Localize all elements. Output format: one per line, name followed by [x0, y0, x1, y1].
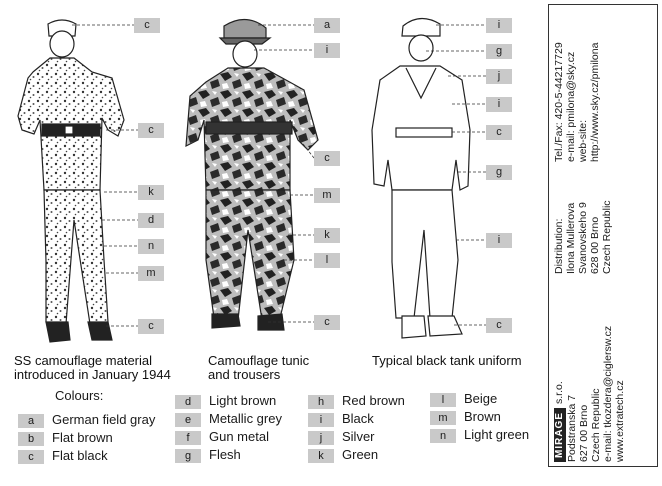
colour-name: Flat brown [52, 430, 113, 445]
caption-line: SS camouflage material [14, 353, 153, 368]
colour-name: Flesh [209, 447, 241, 462]
caption-line: introduced in January 1944 [14, 367, 171, 382]
colour-entry [430, 390, 497, 408]
colour-name: Flat black [52, 448, 108, 463]
caption-ss-camouflage [14, 354, 171, 382]
colour-name: Green [342, 447, 379, 462]
company-website[interactable]: www.extratech.cz [614, 380, 626, 462]
tag-label: g [486, 165, 512, 180]
colour-entry [308, 392, 405, 410]
figure-ss-camouflage [18, 20, 124, 342]
company-line: Podstranska 7 [566, 394, 578, 462]
tag-label: i [486, 18, 512, 33]
colours-title: Colours: [55, 388, 104, 403]
colour-name: German field gray [52, 412, 156, 427]
info-box [548, 4, 658, 467]
company-email[interactable]: e-mail: tkozdera@ciglersw.cz [602, 325, 614, 462]
colour-entry [308, 446, 378, 464]
contact-website[interactable]: http://www.sky.cz/pmilona [589, 42, 601, 162]
tag-label: c [314, 315, 340, 330]
colour-code: e [175, 413, 201, 427]
colour-code: a [18, 414, 44, 428]
figure-tank-uniform [372, 18, 470, 338]
colour-code: g [175, 449, 201, 463]
distribution-line: Ilona Mullerova [565, 202, 577, 274]
colour-code: l [430, 393, 456, 407]
colour-entry [308, 410, 374, 428]
colour-code: k [308, 449, 334, 463]
tag-label: g [486, 44, 512, 59]
colour-code: m [430, 411, 456, 425]
tag-label: j [486, 69, 512, 84]
colour-entry [175, 392, 276, 410]
colour-name: Black [342, 411, 374, 426]
tag-label: c [138, 123, 164, 138]
tag-label: c [486, 318, 512, 333]
contact-phone: Tel./Fax: 420-5-44217729 [553, 42, 565, 162]
contact-email[interactable]: e-mail: pmilona@sky.cz [565, 51, 577, 162]
caption-tank-uniform [372, 354, 522, 368]
colour-code: f [175, 431, 201, 445]
company-name [553, 326, 566, 462]
company-line: Czech Republic [590, 388, 602, 462]
company-line: 627 00 Brno [578, 404, 590, 462]
tag-label: k [138, 185, 164, 200]
colour-entry [18, 429, 113, 447]
distribution-line: 628 00 Brno [589, 216, 601, 274]
caption-line: Camouflage tunic [208, 353, 310, 368]
tag-label: a [314, 18, 340, 33]
tag-label: i [486, 97, 512, 112]
colour-entry [430, 426, 529, 444]
colour-code: d [175, 395, 201, 409]
colour-code: j [308, 431, 334, 445]
colour-code: n [430, 429, 456, 443]
colour-entry [18, 411, 155, 429]
tag-label: c [314, 151, 340, 166]
colour-name: Brown [464, 409, 501, 424]
colour-name: Silver [342, 429, 375, 444]
colour-code: b [18, 432, 44, 446]
distribution-line: Svanovskeho 9 [577, 202, 589, 274]
company-block [553, 326, 626, 462]
distribution-block [553, 200, 613, 274]
info-box-content [549, 5, 658, 467]
tag-label: m [314, 188, 340, 203]
tag-label: l [314, 253, 340, 268]
colour-entry [175, 410, 282, 428]
colour-code: i [308, 413, 334, 427]
colour-name: Metallic grey [209, 411, 282, 426]
colour-code: c [18, 450, 44, 464]
tag-label: k [314, 228, 340, 243]
contact-block [553, 42, 601, 162]
caption-camouflage-tunic [208, 354, 309, 382]
colour-name: Beige [464, 391, 498, 406]
mirage-logo: MIRAGE [554, 408, 566, 462]
colour-entry [175, 446, 241, 464]
tag-label: c [486, 125, 512, 140]
colour-name: Gun metal [209, 429, 269, 444]
colour-entry [175, 428, 269, 446]
tag-label: d [138, 213, 164, 228]
distribution-heading: Distribution: [553, 218, 565, 274]
distribution-line: Czech Republic [601, 200, 613, 274]
figure-camouflage-tunic [186, 19, 318, 330]
colour-entry [308, 428, 375, 446]
tag-label: c [134, 18, 160, 33]
tag-label: n [138, 239, 164, 254]
colour-name: Red brown [342, 393, 405, 408]
colour-entry [430, 408, 501, 426]
caption-line: Typical black tank uniform [372, 353, 522, 368]
colour-name: Light brown [209, 393, 277, 408]
tag-label: i [314, 43, 340, 58]
tag-label: m [138, 266, 164, 281]
company-suffix: s.r.o. [553, 381, 565, 404]
tag-label: c [138, 319, 164, 334]
colour-name: Light green [464, 427, 530, 442]
tag-label: i [486, 233, 512, 248]
colour-code: h [308, 395, 334, 409]
colour-entry [18, 447, 108, 465]
contact-line: web-site: [577, 119, 589, 162]
caption-line: and trousers [208, 367, 281, 382]
